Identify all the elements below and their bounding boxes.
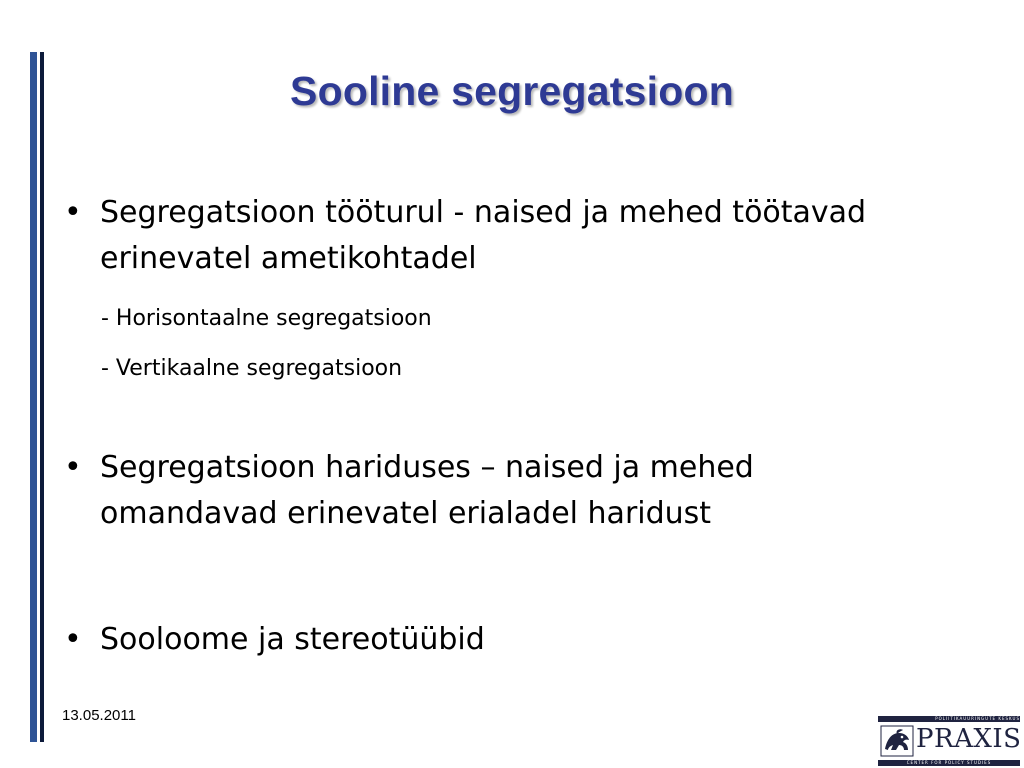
bullet-text: Segregatsioon hariduses – naised ja mehed omandavad erinevatel erialadel haridust [100, 450, 754, 531]
lion-emblem-icon [880, 725, 914, 757]
logo-wordmark: PRAXIS [916, 724, 1022, 754]
bullet-text: Segregatsioon tööturul - naised ja mehed töötavad erinevatel ametikohtadel [100, 195, 867, 276]
bullet-item-3 [64, 617, 884, 663]
praxis-logo [878, 716, 1020, 766]
logo-bottom-text: CENTER FOR POLICY STUDIES [878, 760, 1020, 766]
logo-top-text: POLIITIKAUURINGUTE KESKUS [878, 716, 1020, 722]
bullet-item-2 [64, 445, 884, 537]
bullet-marker: • [64, 450, 82, 485]
slide-date: 13.05.2011 [62, 707, 136, 724]
slide-title: Sooline segregatsioon [290, 68, 734, 114]
bullet-text: Sooloome ja stereotüübid [100, 622, 485, 657]
bullet-item-1 [64, 190, 884, 282]
left-accent-bar-dark [40, 52, 44, 742]
sub-item-horizontal: - Horisontaalne segregatsioon [101, 306, 432, 331]
sub-item-vertical: - Vertikaalne segregatsioon [101, 356, 403, 381]
bullet-marker: • [64, 622, 82, 657]
bullet-marker: • [64, 195, 82, 230]
left-accent-bar [30, 52, 37, 742]
